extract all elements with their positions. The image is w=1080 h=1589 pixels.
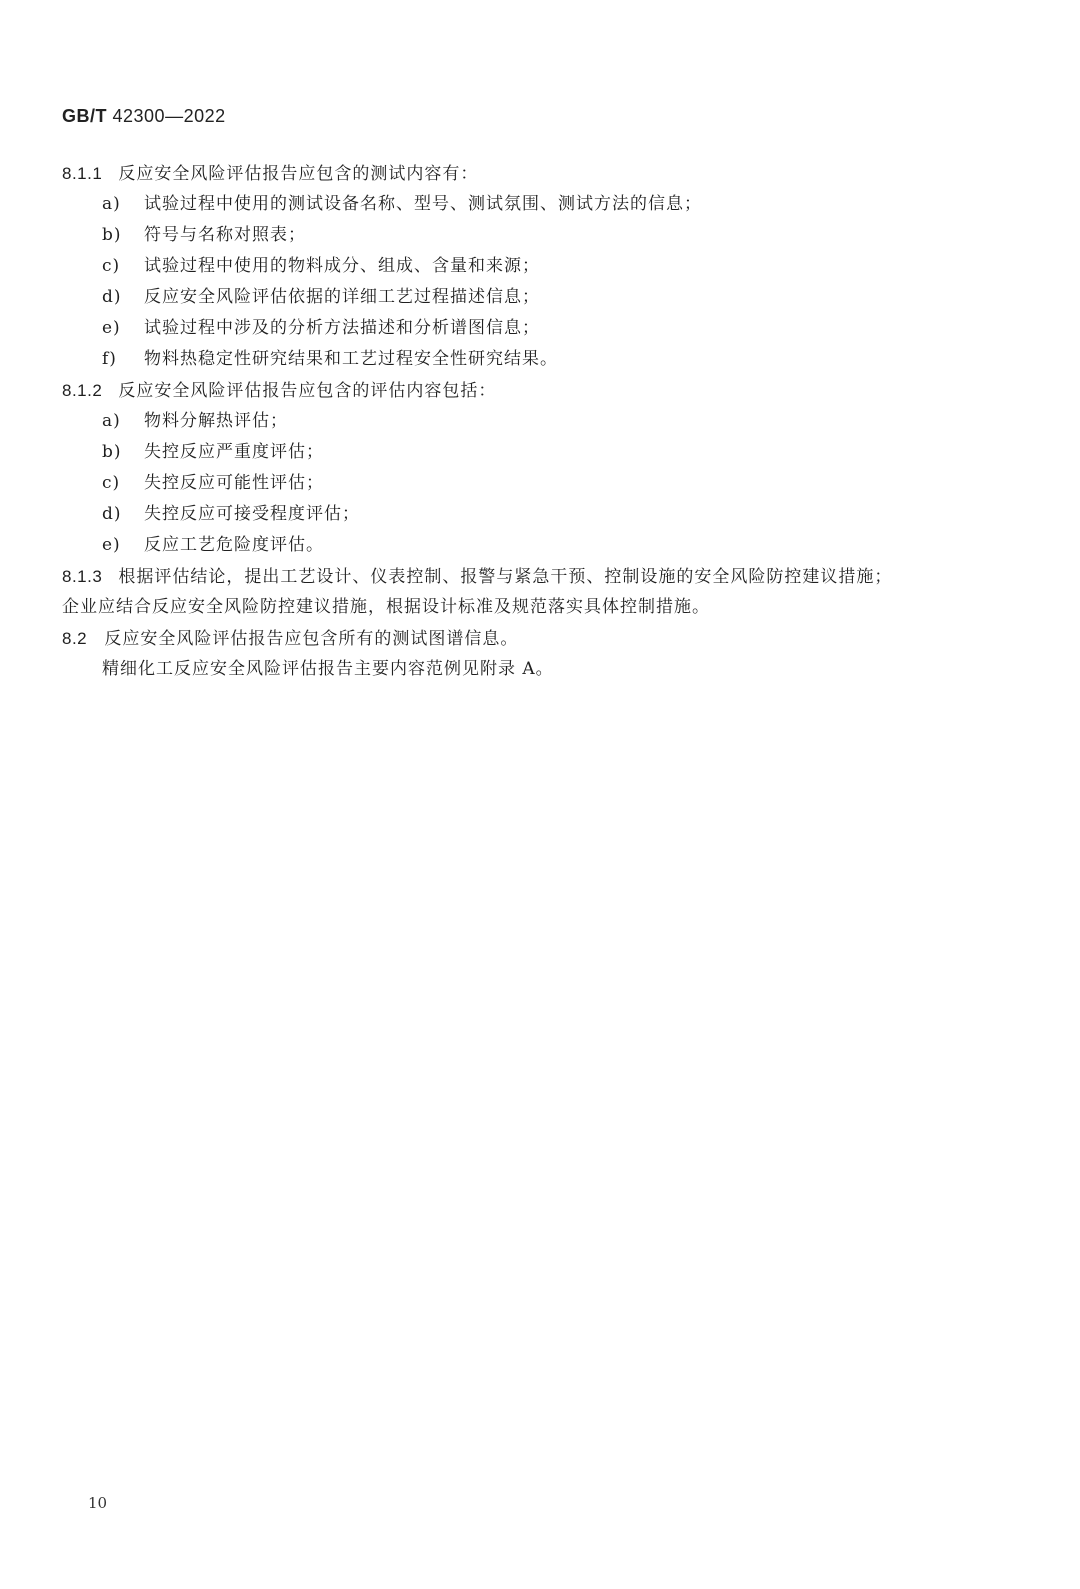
clause-text: 反应安全风险评估报告应包含所有的测试图谱信息。 (104, 629, 519, 649)
list-item-text: 物料分解热评估； (144, 411, 288, 431)
standard-number: 42300—2022 (112, 106, 226, 126)
list-item (62, 189, 1022, 220)
clause-number: 8.2 (62, 629, 88, 648)
list-marker: e) (102, 535, 121, 555)
clause-heading-8-1-1 (62, 158, 1022, 189)
clause-text: 反应安全风险评估报告应包含的评估内容包括： (118, 381, 497, 401)
clause-continuation (62, 592, 1022, 623)
note-text: 精细化工反应安全风险评估报告主要内容范例见附录 A。 (102, 659, 554, 679)
list-item (62, 220, 1022, 251)
list-item-text: 失控反应可接受程度评估； (144, 504, 360, 524)
list-item (62, 251, 1022, 282)
list-item-text: 反应安全风险评估依据的详细工艺过程描述信息； (144, 287, 540, 307)
clause-note (62, 654, 1022, 685)
list-item (62, 499, 1022, 530)
list-marker: a) (102, 194, 121, 214)
list-item-text: 失控反应严重度评估； (144, 442, 324, 462)
list-item-text: 物料热稳定性研究结果和工艺过程安全性研究结果。 (144, 349, 558, 369)
list-marker: c) (102, 473, 121, 493)
list-item (62, 313, 1022, 344)
list-marker: f) (102, 349, 117, 369)
clause-number: 8.1.3 (62, 567, 103, 586)
list-marker: a) (102, 411, 121, 431)
list-marker: e) (102, 318, 121, 338)
list-item-text: 试验过程中使用的物料成分、组成、含量和来源； (144, 256, 540, 276)
list-item-text: 试验过程中涉及的分析方法描述和分析谱图信息； (144, 318, 540, 338)
list-item-text: 反应工艺危险度评估。 (144, 535, 324, 555)
list-item-text: 失控反应可能性评估； (144, 473, 324, 493)
standard-code-header (62, 106, 226, 127)
list-item (62, 406, 1022, 437)
clause-number: 8.1.2 (62, 381, 103, 400)
list-item-text: 符号与名称对照表； (144, 225, 306, 245)
list-marker: d) (102, 287, 122, 307)
clause-text: 企业应结合反应安全风险防控建议措施，根据设计标准及规范落实具体控制措施。 (62, 597, 710, 617)
standard-prefix: GB/T (62, 106, 107, 126)
clause-text: 反应安全风险评估报告应包含的测试内容有： (118, 164, 479, 184)
clause-number: 8.1.1 (62, 164, 103, 183)
list-marker: d) (102, 504, 122, 524)
list-item (62, 282, 1022, 313)
list-item (62, 437, 1022, 468)
list-item-text: 试验过程中使用的测试设备名称、型号、测试氛围、测试方法的信息； (144, 194, 702, 214)
clause-heading-8-2 (62, 623, 1022, 654)
page-number: 10 (88, 1494, 108, 1512)
list-item (62, 344, 1022, 375)
clause-heading-8-1-2 (62, 375, 1022, 406)
clause-text: 根据评估结论，提出工艺设计、仪表控制、报警与紧急干预、控制设施的安全风险防控建议措施； (118, 567, 893, 587)
list-marker: b) (102, 442, 122, 462)
list-item (62, 530, 1022, 561)
list-marker: b) (102, 225, 122, 245)
clause-heading-8-1-3 (62, 561, 1022, 592)
list-marker: c) (102, 256, 121, 276)
list-item (62, 468, 1022, 499)
document-body (62, 158, 1022, 685)
